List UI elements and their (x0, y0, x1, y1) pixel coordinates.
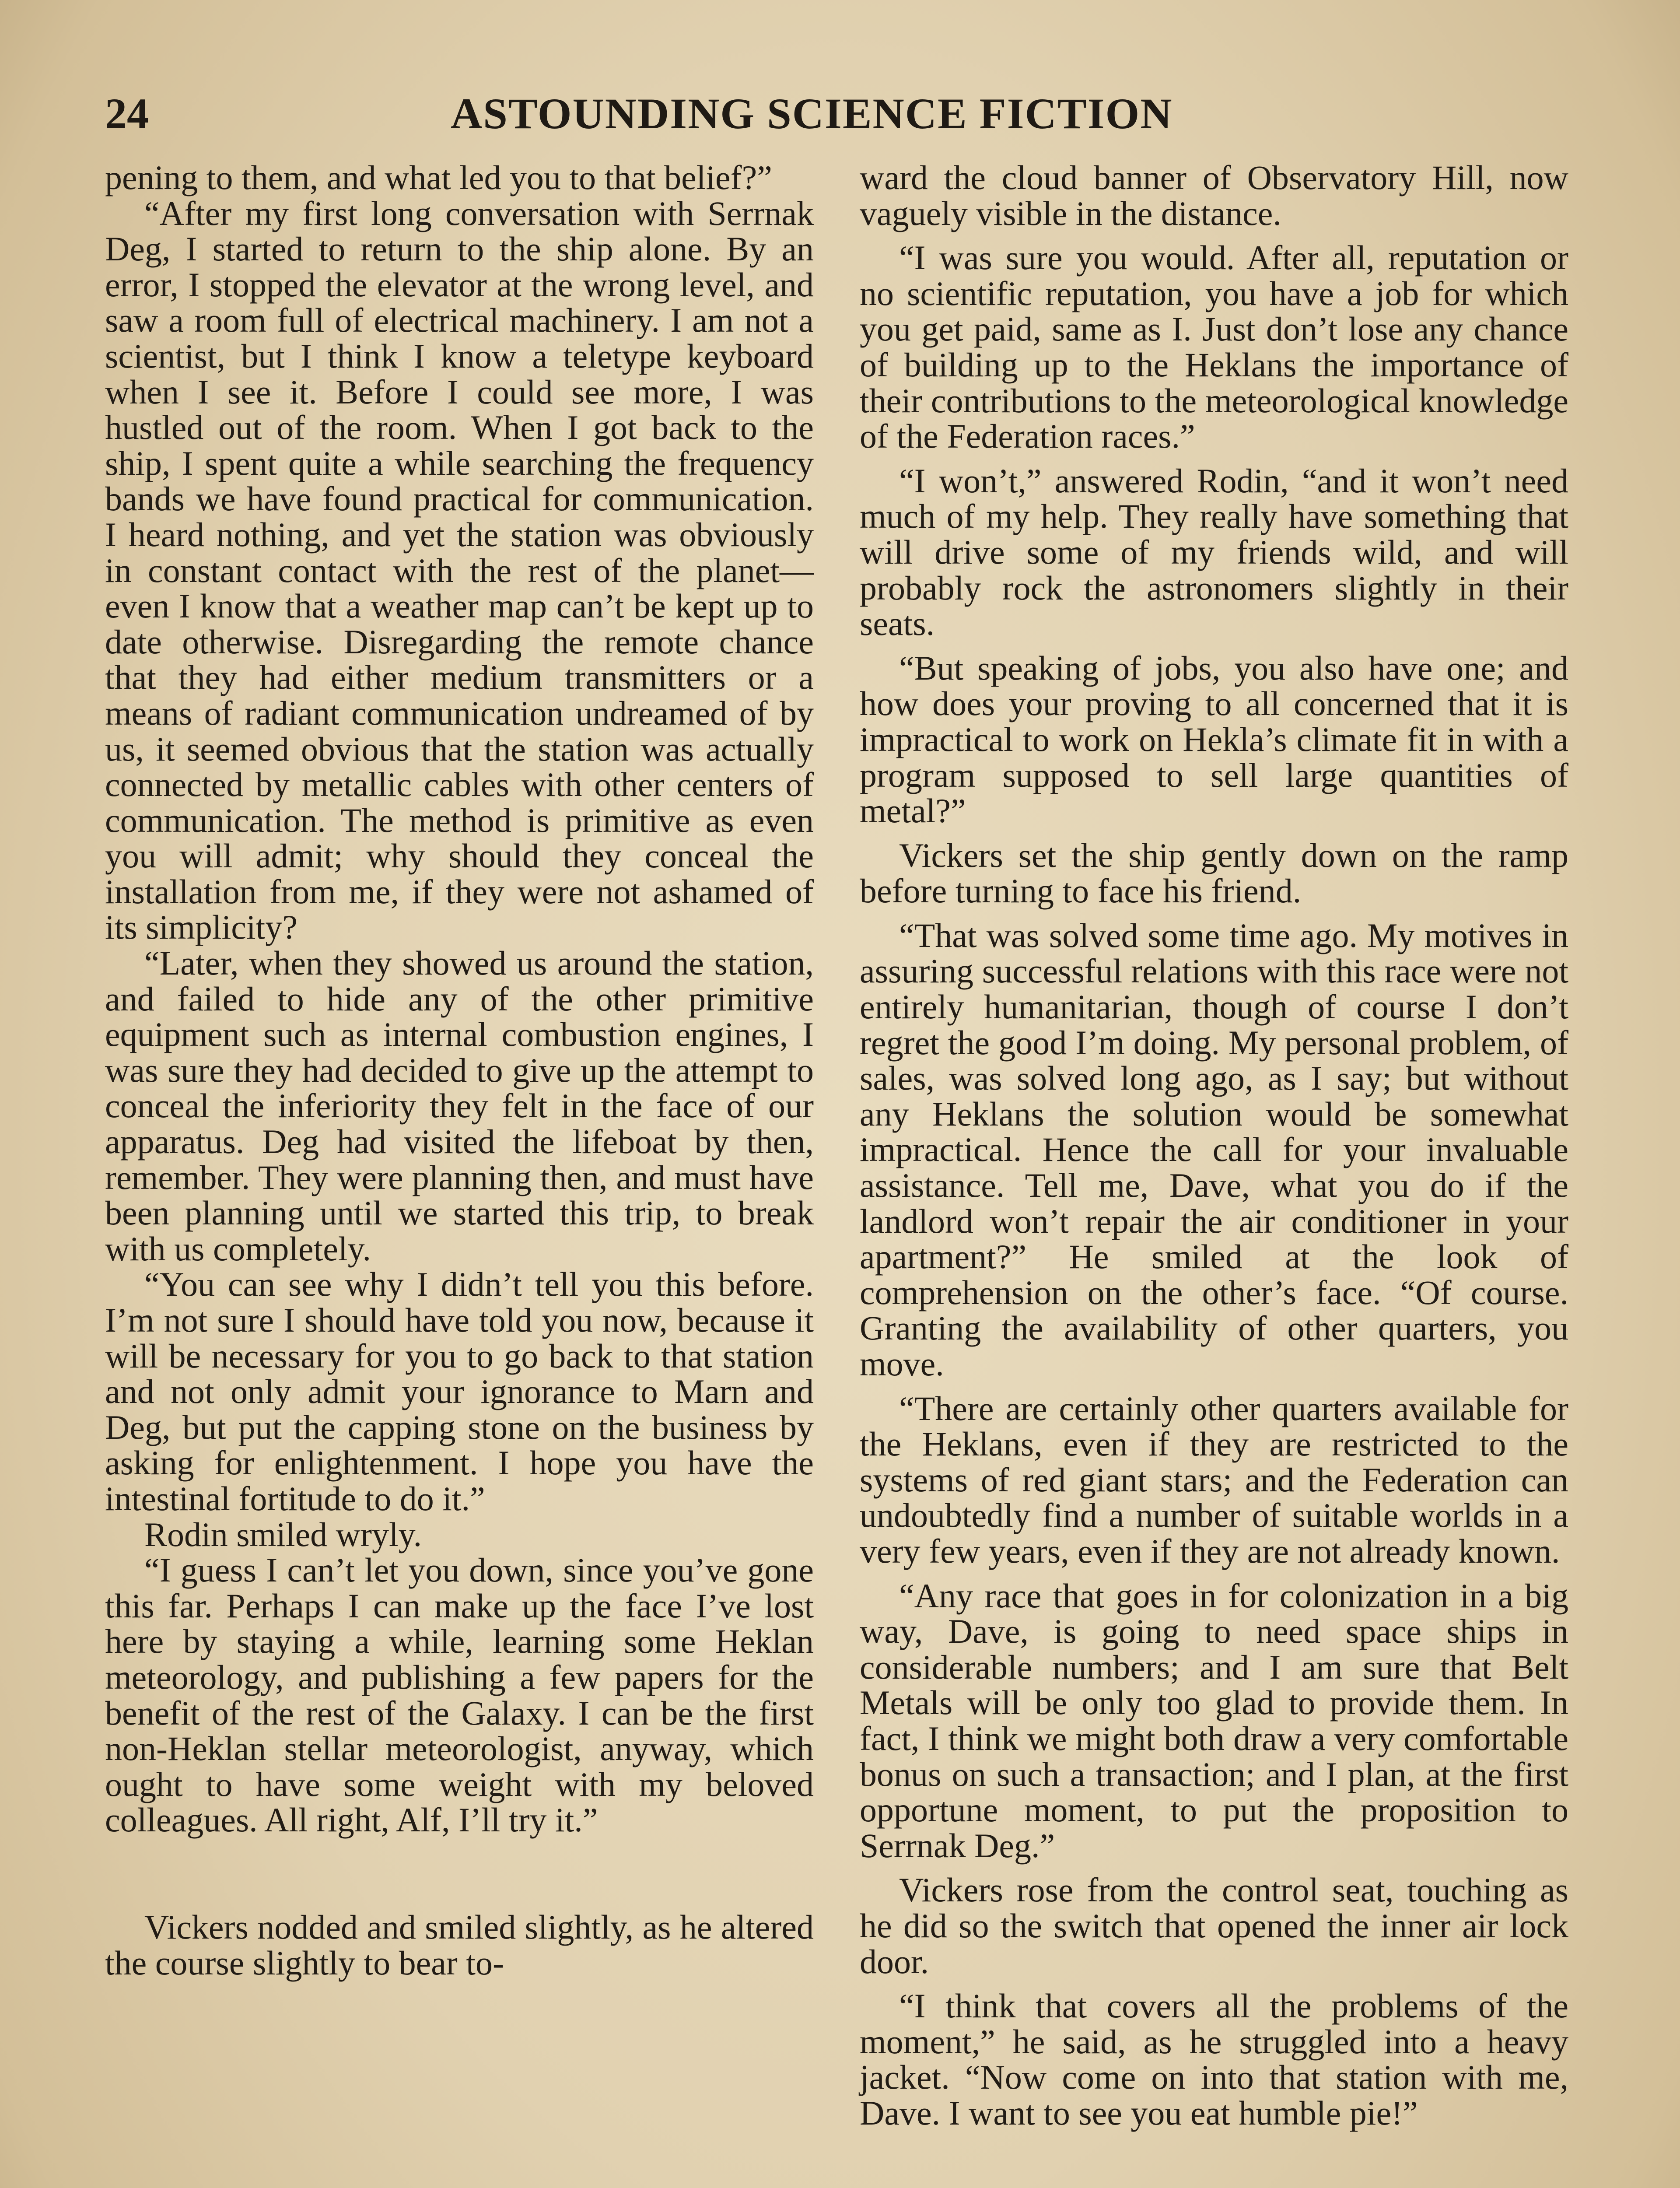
left-text-column (105, 160, 814, 1981)
paragraph: “I was sure you would. After all, reputation or no scientific reputation, you have a job for which you get paid, same as I. Just don’t lose any chance of building up to the Heklans the importance of their contributions to the meteorological knowledge of the Federation races.” (860, 238, 1568, 456)
right-text-column (860, 160, 1568, 2131)
paragraph: “There are certainly other quarters available for the Heklans, even if they are restricted to the systems of red giant stars; and the Federation can undoubtedly find a number of suitable worlds in a very few years, even if they are not already known. (860, 1389, 1568, 1570)
paragraph: “After my first long conversation with Serrnak Deg, I started to return to the ship alone. By an error, I stopped the elevator at the wrong level, and saw a room full of electrical machinery. I am not a scientist, but I think I know a teletype keyboard when I see it. Before I could see more, I was hustled out of the room. When I got back to the ship, I spent quite a while searching the frequency bands we have found practical for communication. I heard nothing, and yet the station was obviously in constant contact with the rest of the planet—even I know that a weather map can’t be kept up to date otherwise. Disregarding the remote chance that they had either medium transmitters or a means of radiant communication undreamed of by us, it seemed obvious that the station was actually connected by metallic cables with other centers of communication. The method is primitive as even you will admit; why should they conceal the installation from me, if they were not ashamed of its simplicity? (105, 194, 814, 947)
paragraph: “I think that covers all the problems of the moment,” he said, as he struggled into a heavy jacket. “Now come on into that station with me, Dave. I want to see you eat humble pie!” (860, 1987, 1568, 2132)
paragraph: Vickers nodded and smiled slightly, as he altered the course slightly to bear to- (105, 1907, 814, 1982)
paragraph: “Any race that goes in for colonization in a big way, Dave, is going to need space ships in considerable numbers; and I am sure that Belt Metals will be only too glad to provide them. In fact, I think we might both draw a very comfortable bonus on such a transaction; and I plan, at the first opportune moment, to put the proposition to Serrnak Deg.” (860, 1576, 1568, 1865)
paragraph: “That was solved some time ago. My motives in assuring successful relations with this race were not entirely humanitarian, though of course I don’t regret the good I’m doing. My personal problem, of sales, was solved long ago, as I say; but without any Heklans the solution would be somewhat impractical. Hence the call for your invaluable assistance. Tell me, Dave, what you do if the landlord won’t repair the air conditioner in your apartment?” He smiled at the look of comprehension on the other’s face. “Of course. Granting the availability of other quarters, you move. (860, 916, 1568, 1383)
paragraph: Vickers set the ship gently down on the ramp before turning to face his friend. (860, 836, 1568, 910)
paragraph: “Later, when they showed us around the station, and failed to hide any of the other primitive equipment such as internal combustion engines, I was sure they had decided to give up the attempt to conceal the inferiority they felt in the face of our apparatus. Deg had visited the lifeboat by then, remember. They were planning then, and must have been planning until we started this trip, to break with us completely. (105, 944, 814, 1268)
paragraph: ward the cloud banner of Observatory Hill, now vaguely visible in the distance. (860, 158, 1568, 232)
paragraph: “I guess I can’t let you down, since you’ve gone this far. Perhaps I can make up the face I’ve lost here by staying a while, learning some Heklan meteorology, and publishing a few papers for the benefit of the rest of the Galaxy. I can be the first non-Heklan stellar meteorologist, anyway, which ought to have some weight with my beloved colleagues. All right, Alf, I’ll try it.” (105, 1551, 814, 1839)
paragraph: “You can see why I didn’t tell you this before. I’m not sure I should have told you now, because it will be necessary for you to go back to that station and not only admit your ignorance to Marn and Deg, but put the capping stone on the business by asking for enlightenment. I hope you have the intestinal fortitude to do it.” (105, 1265, 814, 1518)
paragraph: pening to them, and what led you to that belief?” (105, 158, 772, 196)
page-header (105, 83, 1575, 144)
running-head-title: ASTOUNDING SCIENCE FICTION (451, 89, 1173, 138)
paragraph: Rodin smiled wryly. (144, 1515, 422, 1553)
page-number: 24 (105, 89, 149, 138)
paragraph: “But speaking of jobs, you also have one; and how does your proving to all concerned that it is impractical to work on Hekla’s climate fit in with a program supposed to sell large quantities of metal?” (860, 649, 1568, 830)
paragraph: “I won’t,” answered Rodin, “and it won’t need much of my help. They really have something that will drive some of my friends wild, and will probably rock the astronomers slightly in their seats. (860, 461, 1568, 643)
paragraph: Vickers rose from the control seat, touching as he did so the switch that opened the inner air lock door. (860, 1871, 1568, 1981)
